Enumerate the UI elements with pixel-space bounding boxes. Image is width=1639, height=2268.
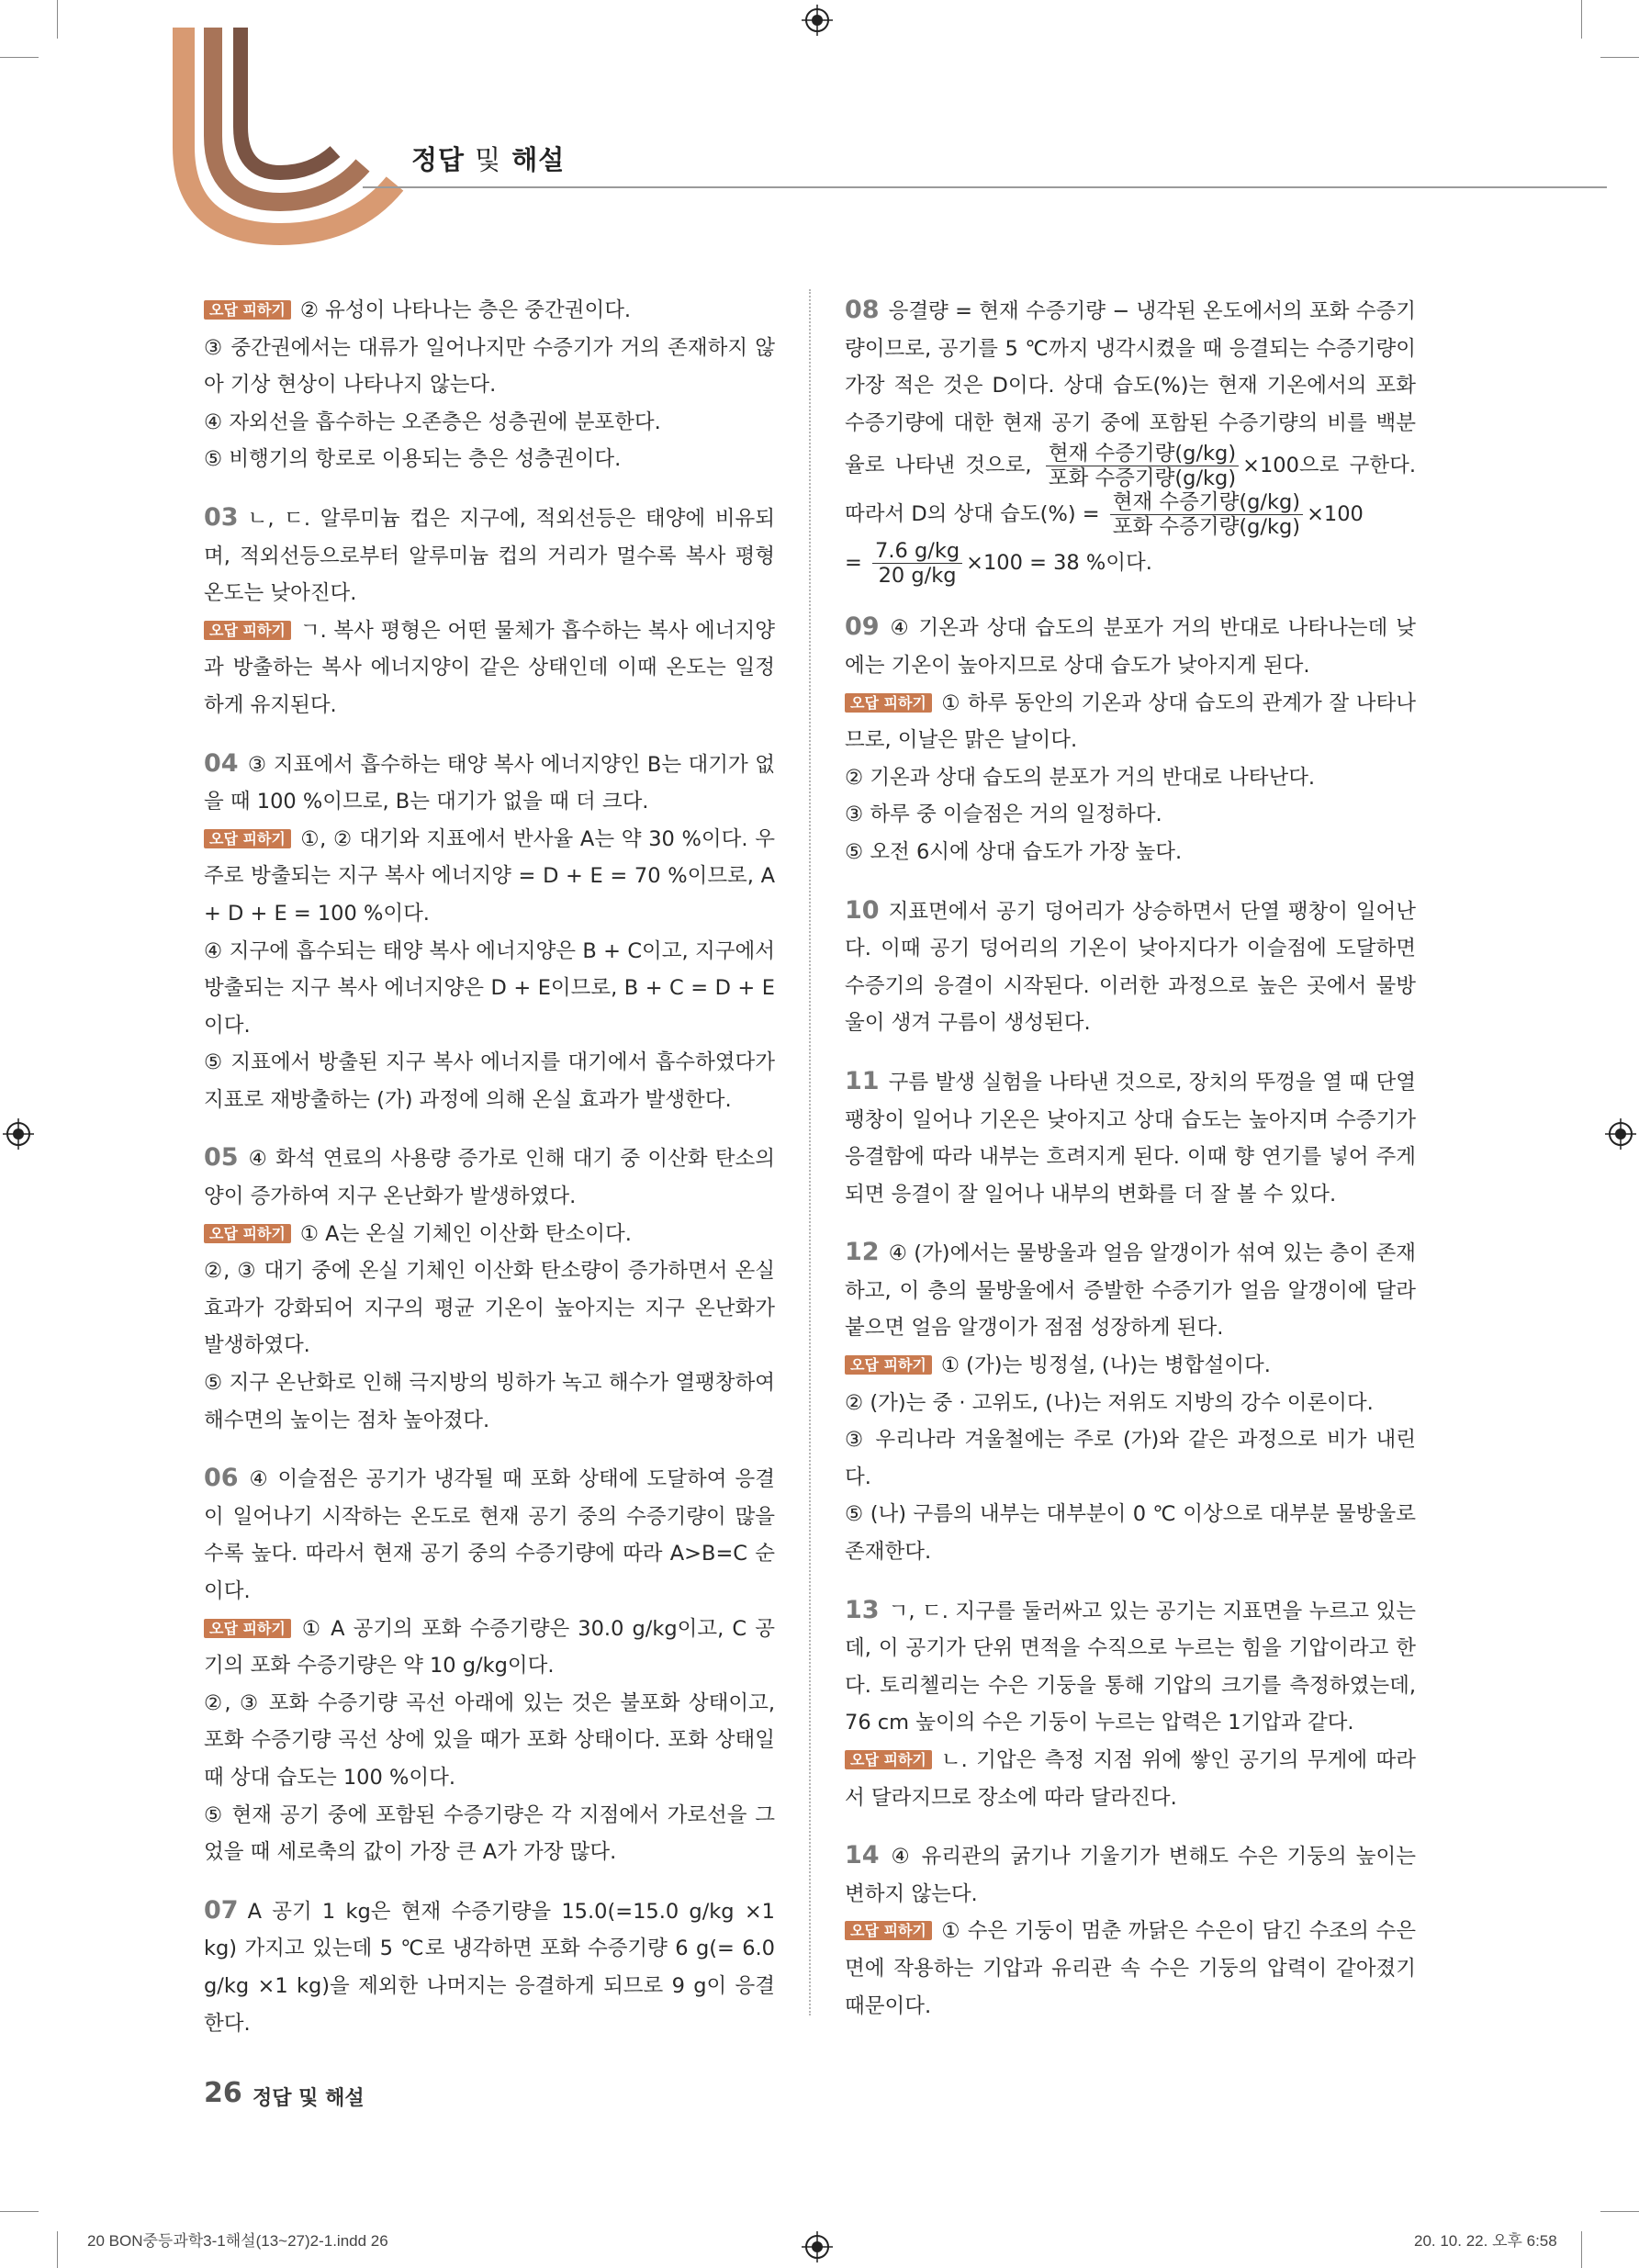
- column-divider: [809, 289, 811, 2015]
- tag-label: 오답 피하기: [204, 1224, 291, 1243]
- question-number: 08: [845, 296, 880, 324]
- answer-07: 07 A 공기 1 kg은 현재 수증기량을 15.0(=15.0 g/kg ×1 kg) 가지고 있는데 5 ℃로 냉각하면 포화 수증기량 6 g(= 6.0 g/kg ×1 kg)을 제외한 나머지는 응결하게 되므로 9 g이 응결한다.: [204, 1895, 775, 2036]
- answer-12: 12 ④ (가)에서는 물방울과 얼음 알갱이가 섞여 있는 층이 존재하고, 이 층의 물방울에서 증발한 수증기가 얼음 알갱이에 달라붙으면 얼음 알갱이가 점점 성장하게 된다. 오답 피하기 ① (가)는 빙정설, (나)는 병합설이다. ② (가)는 중 · 고위도, (나)는 저위도 지방의 강수 이론이다. ③ 우리나라 겨울철에는 주로 (가)와 같은 과정으로 비가 내린다. ⑤ (나) 구름의 내부는 대부분이 0 ℃ 이상으로 대부분 물방울로 존재한다.: [845, 1238, 1416, 1565]
- answer-06: 06 ④ 이슬점은 공기가 냉각될 때 포화 상태에 도달하여 응결이 일어나기 시작하는 온도로 현재 공기 중의 수증기량이 많을수록 높다. 따라서 현재 공기 중의 수증기량에 따라 A>B=C 순이다. 오답 피하기 ① A 공기의 포화 수증기량은 30.0 g/kg이고, C 공기의 포화 수증기량은 약 10 g/kg이다. ②, ③ 포화 수증기량 곡선 아래에 있는 것은 불포화 상태이고, 포화 수증기량 곡선 상에 있을 때가 포화 상태이다. 포화 상태일 때 상대 습도는 100 %이다. ⑤ 현재 공기 중에 포함된 수증기량은 각 지점에서 가로선을 그었을 때 세로축의 값이 가장 큰 A가 가장 많다.: [204, 1464, 775, 1865]
- fraction-calculation: $\frac{7.6 g/kg}{20 g/kg}$: [872, 539, 962, 588]
- question-number: 05: [204, 1143, 239, 1173]
- answer-13: 13 ㄱ, ㄷ. 지구를 둘러싸고 있는 공기는 지표면을 누르고 있는데, 이 공기가 단위 면적을 수직으로 누르는 힘을 기압이라고 한다. 토리첼리는 수은 기둥을 통해 기압의 크기를 측정하였는데, 76 cm 높이의 수은 기둥이 누르는 압력은 1기압과 같다. 오답 피하기 ㄴ. 기압은 측정 지점 위에 쌓인 공기의 무게에 따라서 달라지므로 장소에 따라 달라진다.: [845, 1595, 1416, 1810]
- crop-mark: [1600, 2211, 1639, 2212]
- header-arc-decoration: [165, 28, 432, 248]
- fraction-relative-humidity: $\frac{\text{현재 수증기량(g/kg)}}{\text{포화 수증기량(g/kg)}}$: [1046, 442, 1239, 490]
- registration-mark-icon: [1605, 1118, 1636, 1150]
- answer-11: 11 구름 발생 실험을 나타낸 것으로, 장치의 뚜껑을 열 때 단열 팽창이 일어나 기온은 낮아지고 상대 습도는 높아지며 수증기가 응결함에 따라 내부는 흐려지게 된다. 이때 향 연기를 넣어 주게 되면 응결이 잘 일어나 내부의 변화를 더 잘 볼 수 있다.: [845, 1066, 1416, 1207]
- right-column: [845, 292, 1416, 2046]
- tag-label: 오답 피하기: [204, 829, 291, 848]
- crop-mark: [0, 57, 39, 58]
- question-number: 10: [845, 895, 880, 925]
- question-number: 07: [204, 1895, 239, 1925]
- crop-mark: [1600, 57, 1639, 58]
- tag-label: 오답 피하기: [845, 693, 932, 713]
- tag-label: 오답 피하기: [204, 300, 291, 320]
- tag-label: 오답 피하기: [845, 1750, 932, 1769]
- left-column: [204, 292, 775, 2063]
- crop-mark: [57, 2231, 58, 2268]
- crop-mark: [1581, 0, 1582, 39]
- tag-label: 오답 피하기: [204, 1619, 291, 1638]
- question-number: 14: [845, 1841, 880, 1870]
- question-number: 13: [845, 1595, 880, 1624]
- answer-09: 09 ④ 기온과 상대 습도의 분포가 거의 반대로 나타나는데 낮에는 기온이 높아지므로 상대 습도가 낮아지게 된다. 오답 피하기 ① 하루 동안의 기온과 상대 습도의 관계가 잘 나타나므로, 이날은 맑은 날이다. ② 기온과 상대 습도의 분포가 거의 반대로 나타난다. ③ 하루 중 이슬점은 거의 일정하다. ⑤ 오전 6시에 상대 습도가 가장 높다.: [845, 612, 1416, 864]
- page-header-title: 정답 및 해설: [411, 144, 566, 175]
- question-number: 11: [845, 1066, 880, 1095]
- fraction-relative-humidity-d: $\frac{\text{현재 수증기량(g/kg)}}{\text{포화 수증기량(g/kg)}}$: [1110, 490, 1303, 539]
- answer-03: 03 ㄴ, ㄷ. 알루미늄 컵은 지구에, 적외선등은 태양에 비유되며, 적외선등으로부터 알루미늄 컵의 거리가 멀수록 복사 평형 온도는 낮아진다. 오답 피하기 ㄱ. 복사 평형은 어떤 물체가 흡수하는 복사 에너지양과 방출하는 복사 에너지양이 같은 상태인데 이때 온도는 일정하게 유지된다.: [204, 502, 775, 717]
- print-slug-filename: 20 BON중등과학3-1해설(13~27)2-1.indd 26: [87, 2232, 388, 2250]
- tag-label: 오답 피하기: [845, 1921, 932, 1940]
- registration-mark-icon: [802, 5, 833, 36]
- footer-label: 정답 및 해설: [253, 2087, 365, 2110]
- question-number: 03: [204, 502, 239, 532]
- registration-mark-icon: [802, 2231, 833, 2262]
- registration-mark-icon: [3, 1118, 34, 1150]
- answer-08: 08 응결량 = 현재 수증기량 − 냉각된 온도에서의 포화 수증기량이므로, 공기를 5 ℃까지 냉각시켰을 때 응결되는 수증기량이 가장 적은 것은 D이다. 상대 습도(%)는 현재 기온에서의 포화 수증기량에 대한 현재 공기 중에 포함된 수증기량의 비를 백분율로 나타낸 것으로, $\frac{\text{현재 수증기량(g/kg)}}{\text{포화 수증기량(g/kg)}}$ ×100으로 구한다. 따라서 D의 상대 습도(%) = $\frac{\text{현재 수증기량(g/kg)}}{\text{포화 수증기량(g/kg)}}$ ×100 = $\frac{7.6 g/kg}{20 g/kg}$ ×100 = 38 %이다.: [845, 296, 1417, 589]
- page-number: 26: [204, 2077, 242, 2109]
- answer-04: 04 ③ 지표에서 흡수하는 태양 복사 에너지양인 B는 대기가 없을 때 100 %이므로, B는 대기가 없을 때 더 크다. 오답 피하기 ①, ② 대기와 지표에서 반사율 A는 약 30 %이다. 우주로 방출되는 지구 복사 에너지양 = D + E = 70 %이므로, A + D + E = 100 %이다. ④ 지구에 흡수되는 태양 복사 에너지양은 B + C이고, 지구에서 방출되는 지구 복사 에너지양은 D + E이므로, B + C = D + E이다. ⑤ 지표에서 방출된 지구 복사 에너지를 대기에서 흡수하였다가 지표로 재방출하는 (가) 과정에 의해 온실 효과가 발생한다.: [204, 748, 775, 1112]
- answer-02-continued: 오답 피하기 ② 유성이 나타나는 층은 중간권이다. ③ 중간권에서는 대류가 일어나지만 수증기가 거의 존재하지 않아 기상 현상이 나타나지 않는다. ④ 자외선을 흡수하는 오존층은 성층권에 분포한다. ⑤ 비행기의 항로로 이용되는 층은 성층권이다.: [204, 298, 775, 472]
- crop-mark: [1581, 2231, 1582, 2268]
- header-rule: [363, 186, 1607, 188]
- question-number: 04: [204, 748, 239, 778]
- print-slug-timestamp: 20. 10. 22. 오후 6:58: [1414, 2232, 1557, 2250]
- tag-label: 오답 피하기: [845, 1355, 932, 1375]
- answer-10: 10 지표면에서 공기 덩어리가 상승하면서 단열 팽창이 일어난다. 이때 공기 덩어리의 기온이 낮아지다가 이슬점에 도달하면 수증기의 응결이 시작된다. 이러한 과정으로 높은 곳에서 물방울이 생겨 구름이 생성된다.: [845, 895, 1416, 1036]
- crop-mark: [0, 2211, 39, 2212]
- tag-label: 오답 피하기: [204, 621, 291, 640]
- question-number: 09: [845, 612, 880, 642]
- question-number: 12: [845, 1238, 880, 1267]
- crop-mark: [57, 0, 58, 39]
- question-number: 06: [204, 1464, 239, 1493]
- answer-05: 05 ④ 화석 연료의 사용량 증가로 인해 대기 중 이산화 탄소의 양이 증가하여 지구 온난화가 발생하였다. 오답 피하기 ① A는 온실 기체인 이산화 탄소이다. ②, ③ 대기 중에 온실 기체인 이산화 탄소량이 증가하면서 온실 효과가 강화되어 지구의 평균 기온이 높아지는 지구 온난화가 발생하였다. ⑤ 지구 온난화로 인해 극지방의 빙하가 녹고 해수가 열팽창하여 해수면의 높이는 점차 높아졌다.: [204, 1143, 775, 1432]
- answer-14: 14 ④ 유리관의 굵기나 기울기가 변해도 수은 기둥의 높이는 변하지 않는다. 오답 피하기 ① 수은 기둥이 멈춘 까닭은 수은이 담긴 수조의 수은 면에 작용하는 기압과 유리관 속 수은 기둥의 압력이 같아졌기 때문이다.: [845, 1841, 1416, 2018]
